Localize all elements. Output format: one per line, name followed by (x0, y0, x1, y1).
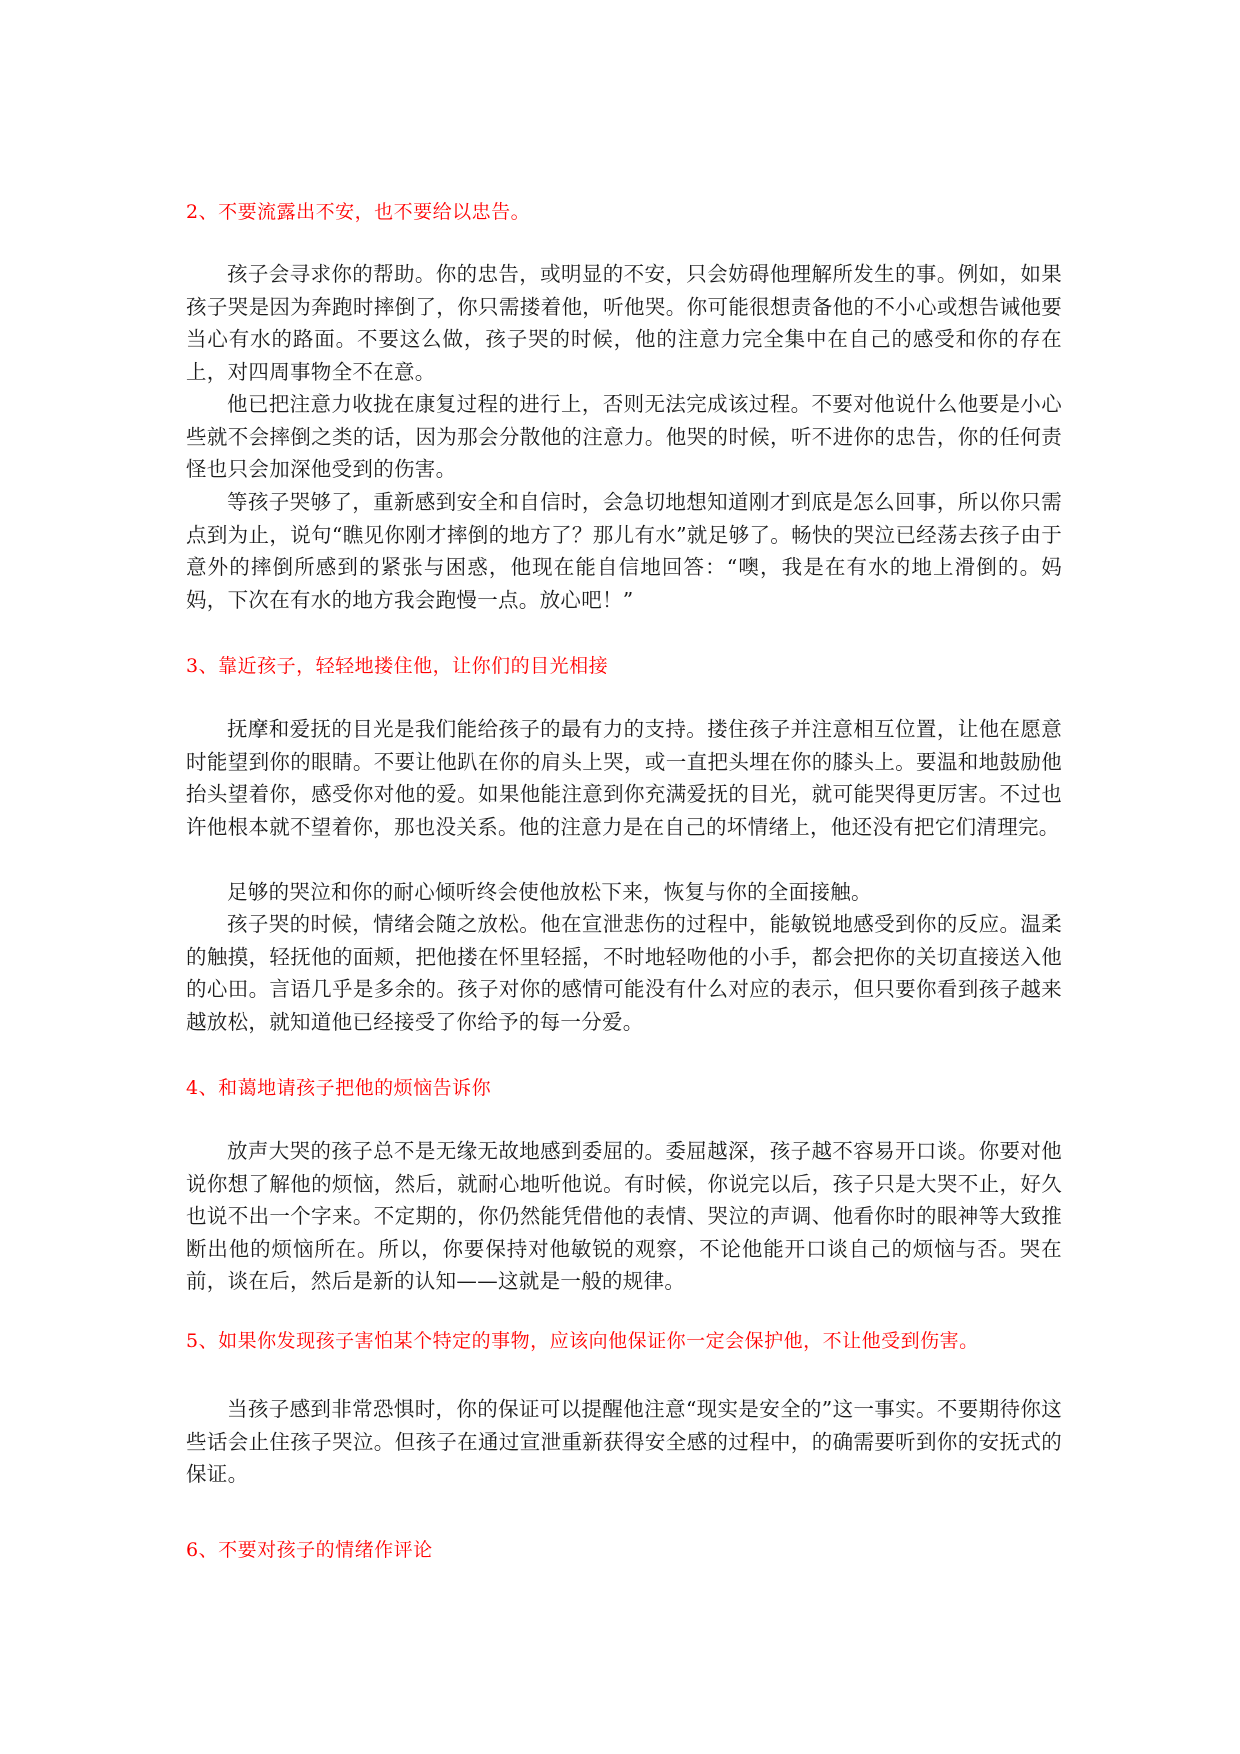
section-heading-2: 2、不要流露出不安，也不要给以忠告。 (186, 201, 531, 223)
section-heading-5: 5、如果你发现孩子害怕某个特定的事物，应该向他保证你一定会保护他，不让他受到伤害。 (186, 1330, 979, 1352)
paragraph-3-3: 孩子哭的时候，情绪会随之放松。他在宣泄悲伤的过程中，能敏锐地感受到你的反应。温柔的触摸，轻抚他的面颊，把他搂在怀里轻摇，不时地轻吻他的小手，都会把你的关切直接送入他的心田。言语几乎是多余的。孩子对你的感情可能没有什么对应的表示，但只要你看到孩子越来越放松，就知道他已经接受了你给予的每一分爱。 (186, 912, 1062, 1034)
paragraph-3-2: 足够的哭泣和你的耐心倾听终会使他放松下来，恢复与你的全面接触。 (227, 880, 872, 904)
paragraph-2-1: 孩子会寻求你的帮助。你的忠告，或明显的不安，只会妨碍他理解所发生的事。例如，如果孩子哭是因为奔跑时摔倒了，你只需搂着他，听他哭。你可能很想责备他的不小心或想告诫他要当心有水的路面。不要这么做，孩子哭的时候，他的注意力完全集中在自己的感受和你的存在上，对四周事物全不在意。 (186, 262, 1062, 384)
section-heading-3: 3、靠近孩子，轻轻地搂住他，让你们的目光相接 (186, 655, 609, 677)
paragraph-2-2: 他已把注意力收拢在康复过程的进行上，否则无法完成该过程。不要对他说什么他要是小心些就不会摔倒之类的话，因为那会分散他的注意力。他哭的时候，听不进你的忠告，你的任何责怪也只会加深他受到的伤害。 (186, 392, 1062, 481)
paragraph-2-3: 等孩子哭够了，重新感到安全和自信时，会急切地想知道刚才到底是怎么回事，所以你只需点到为止，说句“瞧见你刚才摔倒的地方了？那儿有水”就足够了。畅快的哭泣已经荡去孩子由于意外的摔倒所感到的紧张与困惑，他现在能自信地回答：“噢，我是在有水的地上滑倒的。妈妈，下次在有水的地方我会跑慢一点。放心吧！” (186, 490, 1062, 612)
paragraph-3-1: 抚摩和爱抚的目光是我们能给孩子的最有力的支持。搂住孩子并注意相互位置，让他在愿意时能望到你的眼睛。不要让他趴在你的肩头上哭，或一直把头埋在你的膝头上。要温和地鼓励他抬头望着你，感受你对他的爱。如果他能注意到你充满爱抚的目光，就可能哭得更厉害。不过也许他根本就不望着你，那也没关系。他的注意力是在自己的坏情绪上，他还没有把它们清理完。 (186, 717, 1062, 839)
section-heading-4: 4、和蔼地请孩子把他的烦恼告诉你 (186, 1077, 492, 1099)
section-heading-6: 6、不要对孩子的情绪作评论 (186, 1539, 433, 1561)
paragraph-4-1: 放声大哭的孩子总不是无缘无故地感到委屈的。委屈越深，孩子越不容易开口谈。你要对他说你想了解他的烦恼，然后，就耐心地听他说。有时候，你说完以后，孩子只是大哭不止，好久也说不出一个字来。不定期的，你仍然能凭借他的表情、哭泣的声调、他看你时的眼神等大致推断出他的烦恼所在。所以，你要保持对他敏锐的观察，不论他能开口谈自己的烦恼与否。哭在前，谈在后，然后是新的认知——这就是一般的规律。 (186, 1139, 1062, 1293)
paragraph-5-1: 当孩子感到非常恐惧时，你的保证可以提醒他注意“现实是安全的”这一事实。不要期待你这些话会止住孩子哭泣。但孩子在通过宣泄重新获得安全感的过程中，的确需要听到你的安抚式的保证。 (186, 1397, 1062, 1486)
